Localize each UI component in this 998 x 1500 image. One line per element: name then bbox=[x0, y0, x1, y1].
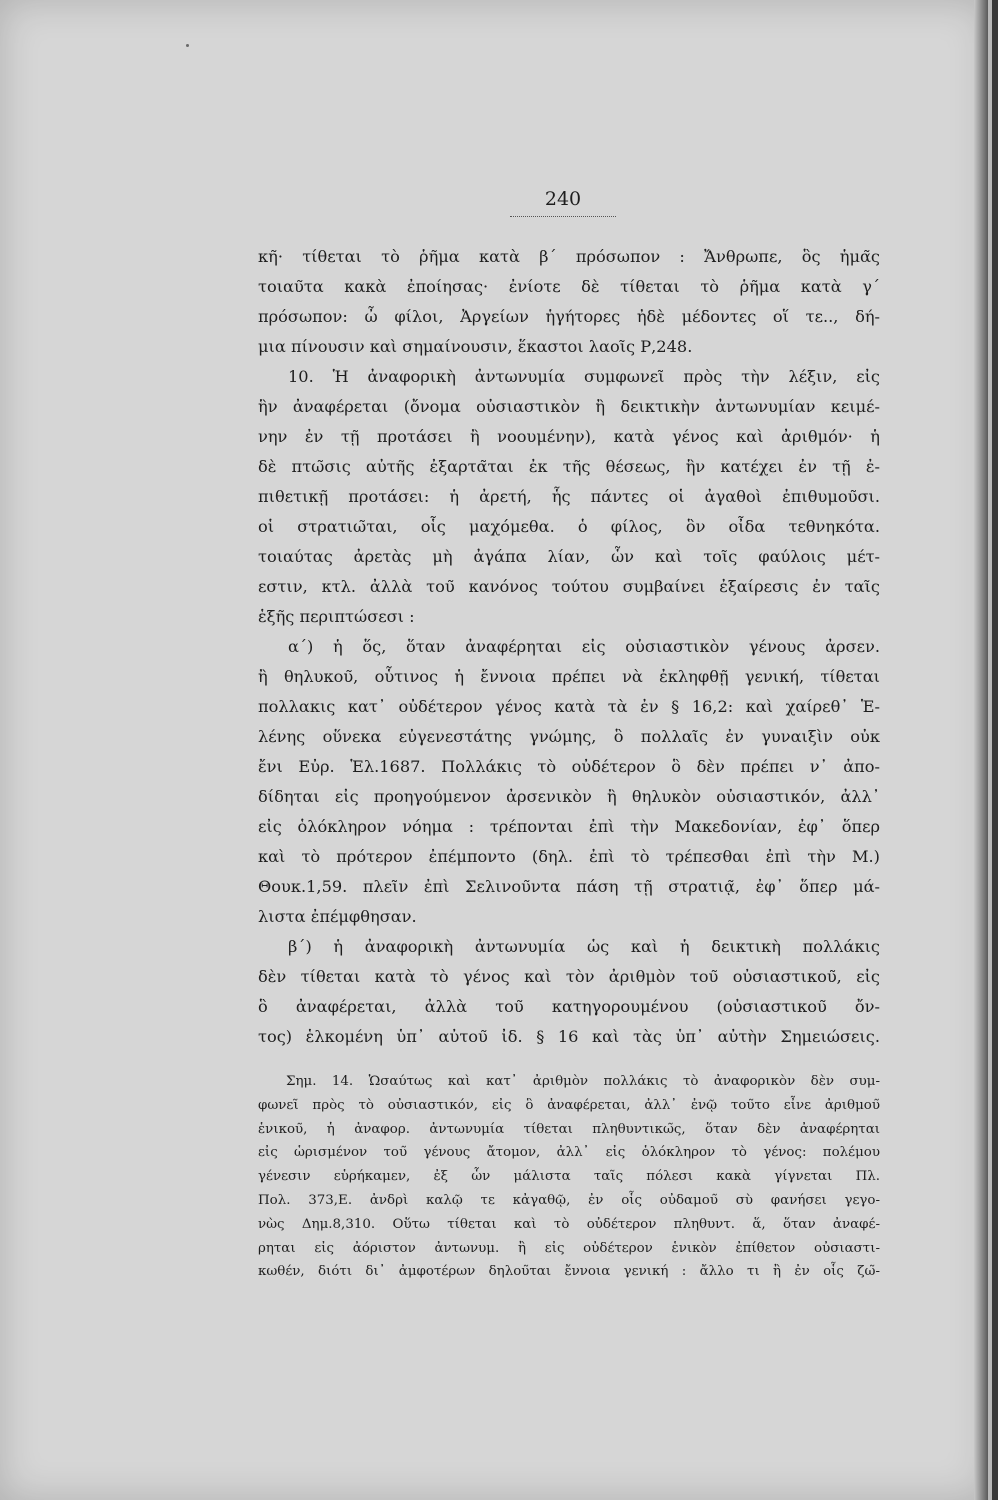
text-line: ἔνι Εὐρ. Ἑλ.1687. Πολλάκις τὸ οὐδέτερον ὃ δὲν πρέπει ν᾽ ἀπο- bbox=[258, 757, 880, 776]
text-line: δίδηται εἰς προηγούμενον ἀρσενικὸν ἢ θηλυκὸν οὐσιαστικόν, ἀλλ᾽ bbox=[258, 787, 880, 806]
text-line: ἣν ἀναφέρεται (ὄνομα οὐσιαστικὸν ἢ δεικτικὴν ἀντωνυμίαν κειμέ- bbox=[258, 397, 880, 416]
section-10-heading-line: 10. Ἡ ἀναφορικὴ ἀντωνυμία συμφωνει̃ πρὸς τὴν λέξιν, εἰς bbox=[288, 367, 880, 386]
text-line: τος) ἑλκομένη ὑπ᾽ αὐτου̃ ἰδ. § 16 καὶ τὰς ὑπ᾽ αὐτὴν Σημειώσεις. bbox=[258, 1027, 880, 1046]
text-line: λένης οὕνεκα εὐγενεστάτης γνώμης, ὃ πολλαι̃ς ἐν γυναιξὶν οὐκ bbox=[258, 727, 880, 746]
page-edge-shadow bbox=[974, 0, 988, 1500]
text-line: πιθετικῃ̃ προτάσει: ἡ ἀρετή, ἧς πάντες οἱ ἀγαθοὶ ἐπιθυμου̃σι. bbox=[258, 487, 880, 506]
subsection-a-line: α΄) ἡ ὅς, ὅταν ἀναφέρηται εἰς οὐσιαστικὸν γένους ἀρσεν. bbox=[288, 637, 880, 656]
text-line: ἑξη̃ς περιπτώσεσι : bbox=[258, 607, 415, 626]
subsection-b-line: β΄) ἡ ἀναφορικὴ ἀντωνυμία ὡς καὶ ἡ δεικτικὴ πολλάκις bbox=[288, 937, 880, 956]
paper-speck bbox=[186, 44, 189, 47]
text-line: νην ἐν τῃ̃ προτάσει ἢ νοουμένην), κατὰ γένος καὶ ἀριθμόν· ἡ bbox=[258, 427, 880, 446]
note-line: φωνει̃ πρὸς τὸ οὐσιαστικόν, εἰς ὃ ἀναφέρεται, ἀλλ᾽ ἐνῷ του̃το εἶνε ἀριθμου̃ bbox=[258, 1097, 880, 1113]
note-line: κωθέν, διότι δι᾽ ἀμφοτέρων δηλου̃ται ἔννοια γενική : ἄλλο τι ἢ ἐν οἷς ζω̃- bbox=[258, 1264, 880, 1280]
text-line: δὲ πτω̃σις αὐτη̃ς ἐξαρτα̃ται ἐκ τη̃ς θέσεως, ἣν κατέχει ἐν τῃ̃ ἐ- bbox=[258, 457, 880, 476]
note-line: νὼς Δημ.8,310. Οὕτω τίθεται καὶ τὸ οὐδέτερον πληθυντ. ἅ, ὅταν ἀναφέ- bbox=[258, 1216, 880, 1232]
note-line: γένεσιν εὑρήκαμεν, ἐξ ὧν μάλιστα ται̃ς πόλεσι κακὰ γίγνεται Πλ. bbox=[258, 1169, 880, 1185]
text-line: κη̃· τίθεται τὸ ῥη̃μα κατὰ β΄ πρόσωπον : Ἄνθρωπε, ὃς ἡμα̃ς bbox=[258, 247, 880, 266]
note-line: εἰς ὡρισμένον του̃ γένους ἄτομον, ἀλλ᾽ εἰς ὁλόκληρον τὸ γένος: πολέμου bbox=[258, 1145, 880, 1161]
text-line: ἢ θηλυκου̃, οὗτινος ἡ ἔννοια πρέπει νὰ ἐκληφθῃ̃ γενική, τίθεται bbox=[258, 667, 880, 686]
text-line: εἰς ὁλόκληρον νόημα : τρέπονται ἐπὶ τὴν Μακεδονίαν, ἐφ᾽ ὅπερ bbox=[258, 817, 880, 836]
note-line: ἑνικου̃, ἡ ἀναφορ. ἀντωνυμία τίθεται πληθυντικω̃ς, ὅταν δὲν ἀναφέρηται bbox=[258, 1121, 880, 1137]
text-line: πρόσωπον: ὦ φίλοι, Ἀργείων ἡγήτορες ἠδὲ μέδοντες οἵ τε.., δή- bbox=[258, 307, 880, 326]
text-line: τοιαυ̃τα κακὰ ἐποίησας· ἐνίοτε δὲ τίθεται τὸ ῥη̃μα κατὰ γ΄ bbox=[258, 277, 880, 296]
note-line: ρηται εἰς ἀόριστον ἀντωνυμ. ἢ εἰς οὐδέτερον ἑνικὸν ἐπίθετον οὐσιαστι- bbox=[258, 1240, 880, 1256]
note-line: Σημ. 14. Ὡσαύτως καὶ κατ᾽ ἀριθμὸν πολλάκις τὸ ἀναφορικὸν δὲν συμ- bbox=[286, 1074, 880, 1089]
footnote-block bbox=[258, 1070, 880, 1284]
main-text-block bbox=[258, 242, 880, 1052]
text-line: τοιαύτας ἀρετὰς μὴ ἀγάπα λίαν, ὧν καὶ τοι̃ς φαύλοις μέτ- bbox=[258, 547, 880, 566]
text-line: πολλακις κατ᾽ οὐδέτερον γένος κατὰ τὰ ἐν § 16,2: καὶ χαίρεθ᾽ Ἑ- bbox=[258, 697, 880, 716]
text-line: λιστα ἐπέμφθησαν. bbox=[258, 907, 417, 926]
text-line: ὃ ἀναφέρεται, ἀλλὰ του̃ κατηγορουμένου (οὐσιαστικου̃ ὄν- bbox=[258, 997, 880, 1016]
text-line: οἱ στρατιω̃ται, οἷς μαχόμεθα. ὁ φίλος, ὃν οἶδα τεθνηκότα. bbox=[258, 517, 880, 536]
note-line: Πολ. 373,Ε. ἀνδρὶ καλῷ τε κἀγαθῷ, ἐν οἷς οὐδαμου̃ σὺ φανήσει γεγο- bbox=[258, 1192, 880, 1208]
text-line: εστιν, κτλ. ἀλλὰ του̃ κανόνος τούτου συμβαίνει ἐξαίρεσις ἐν ται̃ς bbox=[258, 577, 880, 596]
text-line: καὶ τὸ πρότερον ἐπέμποντο (δηλ. ἐπὶ τὸ τρέπεσθαι ἐπὶ τὴν Μ.) bbox=[258, 847, 880, 866]
page-number: 240 bbox=[510, 188, 616, 217]
text-line: μια πίνουσιν καὶ σημαίνουσιν, ἕκαστοι λαοι̃ς Ρ,248. bbox=[258, 337, 693, 356]
text-line: δὲν τίθεται κατὰ τὸ γένος καὶ τὸν ἀριθμὸν του̃ οὐσιαστικου̃, εἰς bbox=[258, 967, 880, 986]
text-line: Θουκ.1,59. πλει̃ν ἐπὶ Σελινου̃ντα πάση τῃ̃ στρατιᾳ̃, ἐφ᾽ ὅπερ μά- bbox=[258, 877, 880, 896]
